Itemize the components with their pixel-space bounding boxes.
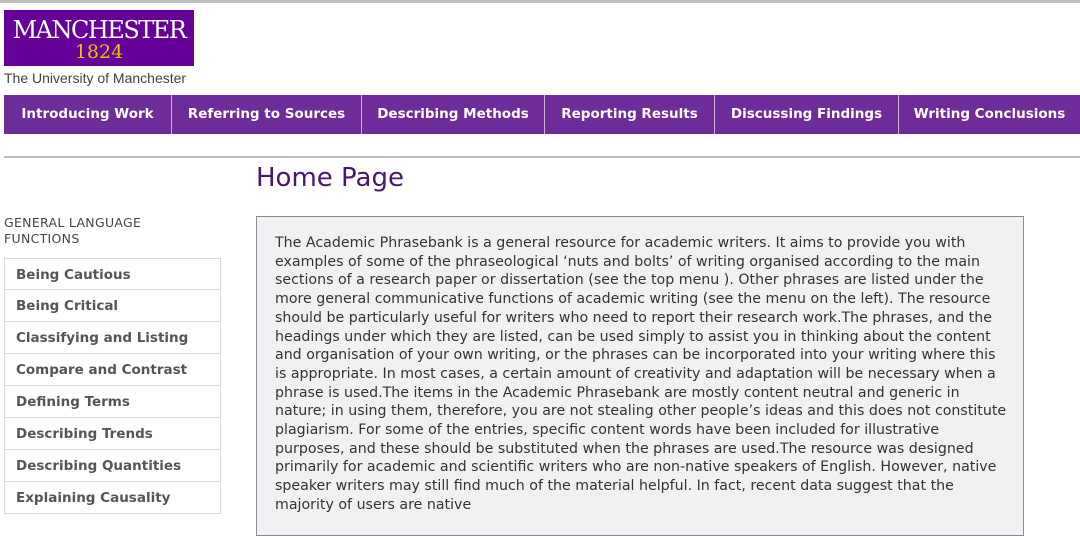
- nav-reporting-results[interactable]: Reporting Results: [545, 95, 715, 134]
- top-border: [0, 0, 1080, 3]
- header-divider: [4, 156, 1080, 158]
- logo-subtitle: The University of Manchester: [4, 70, 187, 86]
- sidebar-item-classifying-and-listing[interactable]: Classifying and Listing: [4, 322, 221, 354]
- sidebar-item-being-cautious[interactable]: Being Cautious: [4, 258, 221, 290]
- university-logo[interactable]: [4, 10, 194, 86]
- logo-name: MANCHESTER: [12, 16, 186, 44]
- intro-text: The Academic Phrasebank is a general resource for academic writers. It aims to provide you with examples of some of the phraseological ‘nuts and bolts’ of writing organised according to the main sections of a research paper or dissertation (see the top menu ). Other phrases are listed under the more general communicative functions of academic writing (see the menu on the left). The resource should be particularly useful for writers who need to report their research work.The phrases, and the headings under which they are listed, can be used simply to assist you in thinking about the content and organisation of your own writing, or the phrases can be incorporated into your writing where this is appropriate. In most cases, a certain amount of creativity and adaptation will be necessary when a phrase is used.The items in the Academic Phrasebank are mostly content neutral and generic in nature; in using them, therefore, you are not stealing other people’s ideas and this does not constitute plagiarism. For some of the entries, specific content words have been included for illustrative purposes, and these should be substituted when the phrases are used.The resource was designed primarily for academic and scientific writers who are non-native speakers of English. However, native speaker writers may still find much of the material helpful. In fact, recent data suggest that the majority of users are native: [275, 235, 1007, 513]
- intro-panel: [256, 216, 1024, 536]
- sidebar-item-describing-quantities[interactable]: Describing Quantities: [4, 450, 221, 482]
- sidebar-item-being-critical[interactable]: Being Critical: [4, 290, 221, 322]
- sidebar-item-explaining-causality[interactable]: Explaining Causality: [4, 482, 221, 514]
- sidebar-heading: GENERAL LANGUAGE FUNCTIONS: [4, 215, 142, 246]
- sidebar-item-compare-and-contrast[interactable]: Compare and Contrast: [4, 354, 221, 386]
- logo-year: 1824: [74, 41, 124, 63]
- nav-discussing-findings[interactable]: Discussing Findings: [715, 95, 899, 134]
- nav-referring-to-sources[interactable]: Referring to Sources: [172, 95, 362, 134]
- sidebar-item-describing-trends[interactable]: Describing Trends: [4, 418, 221, 450]
- logo-mark: [4, 10, 194, 66]
- nav-introducing-work[interactable]: Introducing Work: [4, 95, 172, 134]
- nav-writing-conclusions[interactable]: Writing Conclusions: [913, 106, 1066, 122]
- sidebar-menu: [4, 258, 221, 514]
- nav-describing-methods[interactable]: Describing Methods: [362, 95, 545, 134]
- sidebar-item-defining-terms[interactable]: Defining Terms: [4, 386, 221, 418]
- top-nav: [4, 95, 1080, 134]
- page-title: Home Page: [256, 163, 404, 193]
